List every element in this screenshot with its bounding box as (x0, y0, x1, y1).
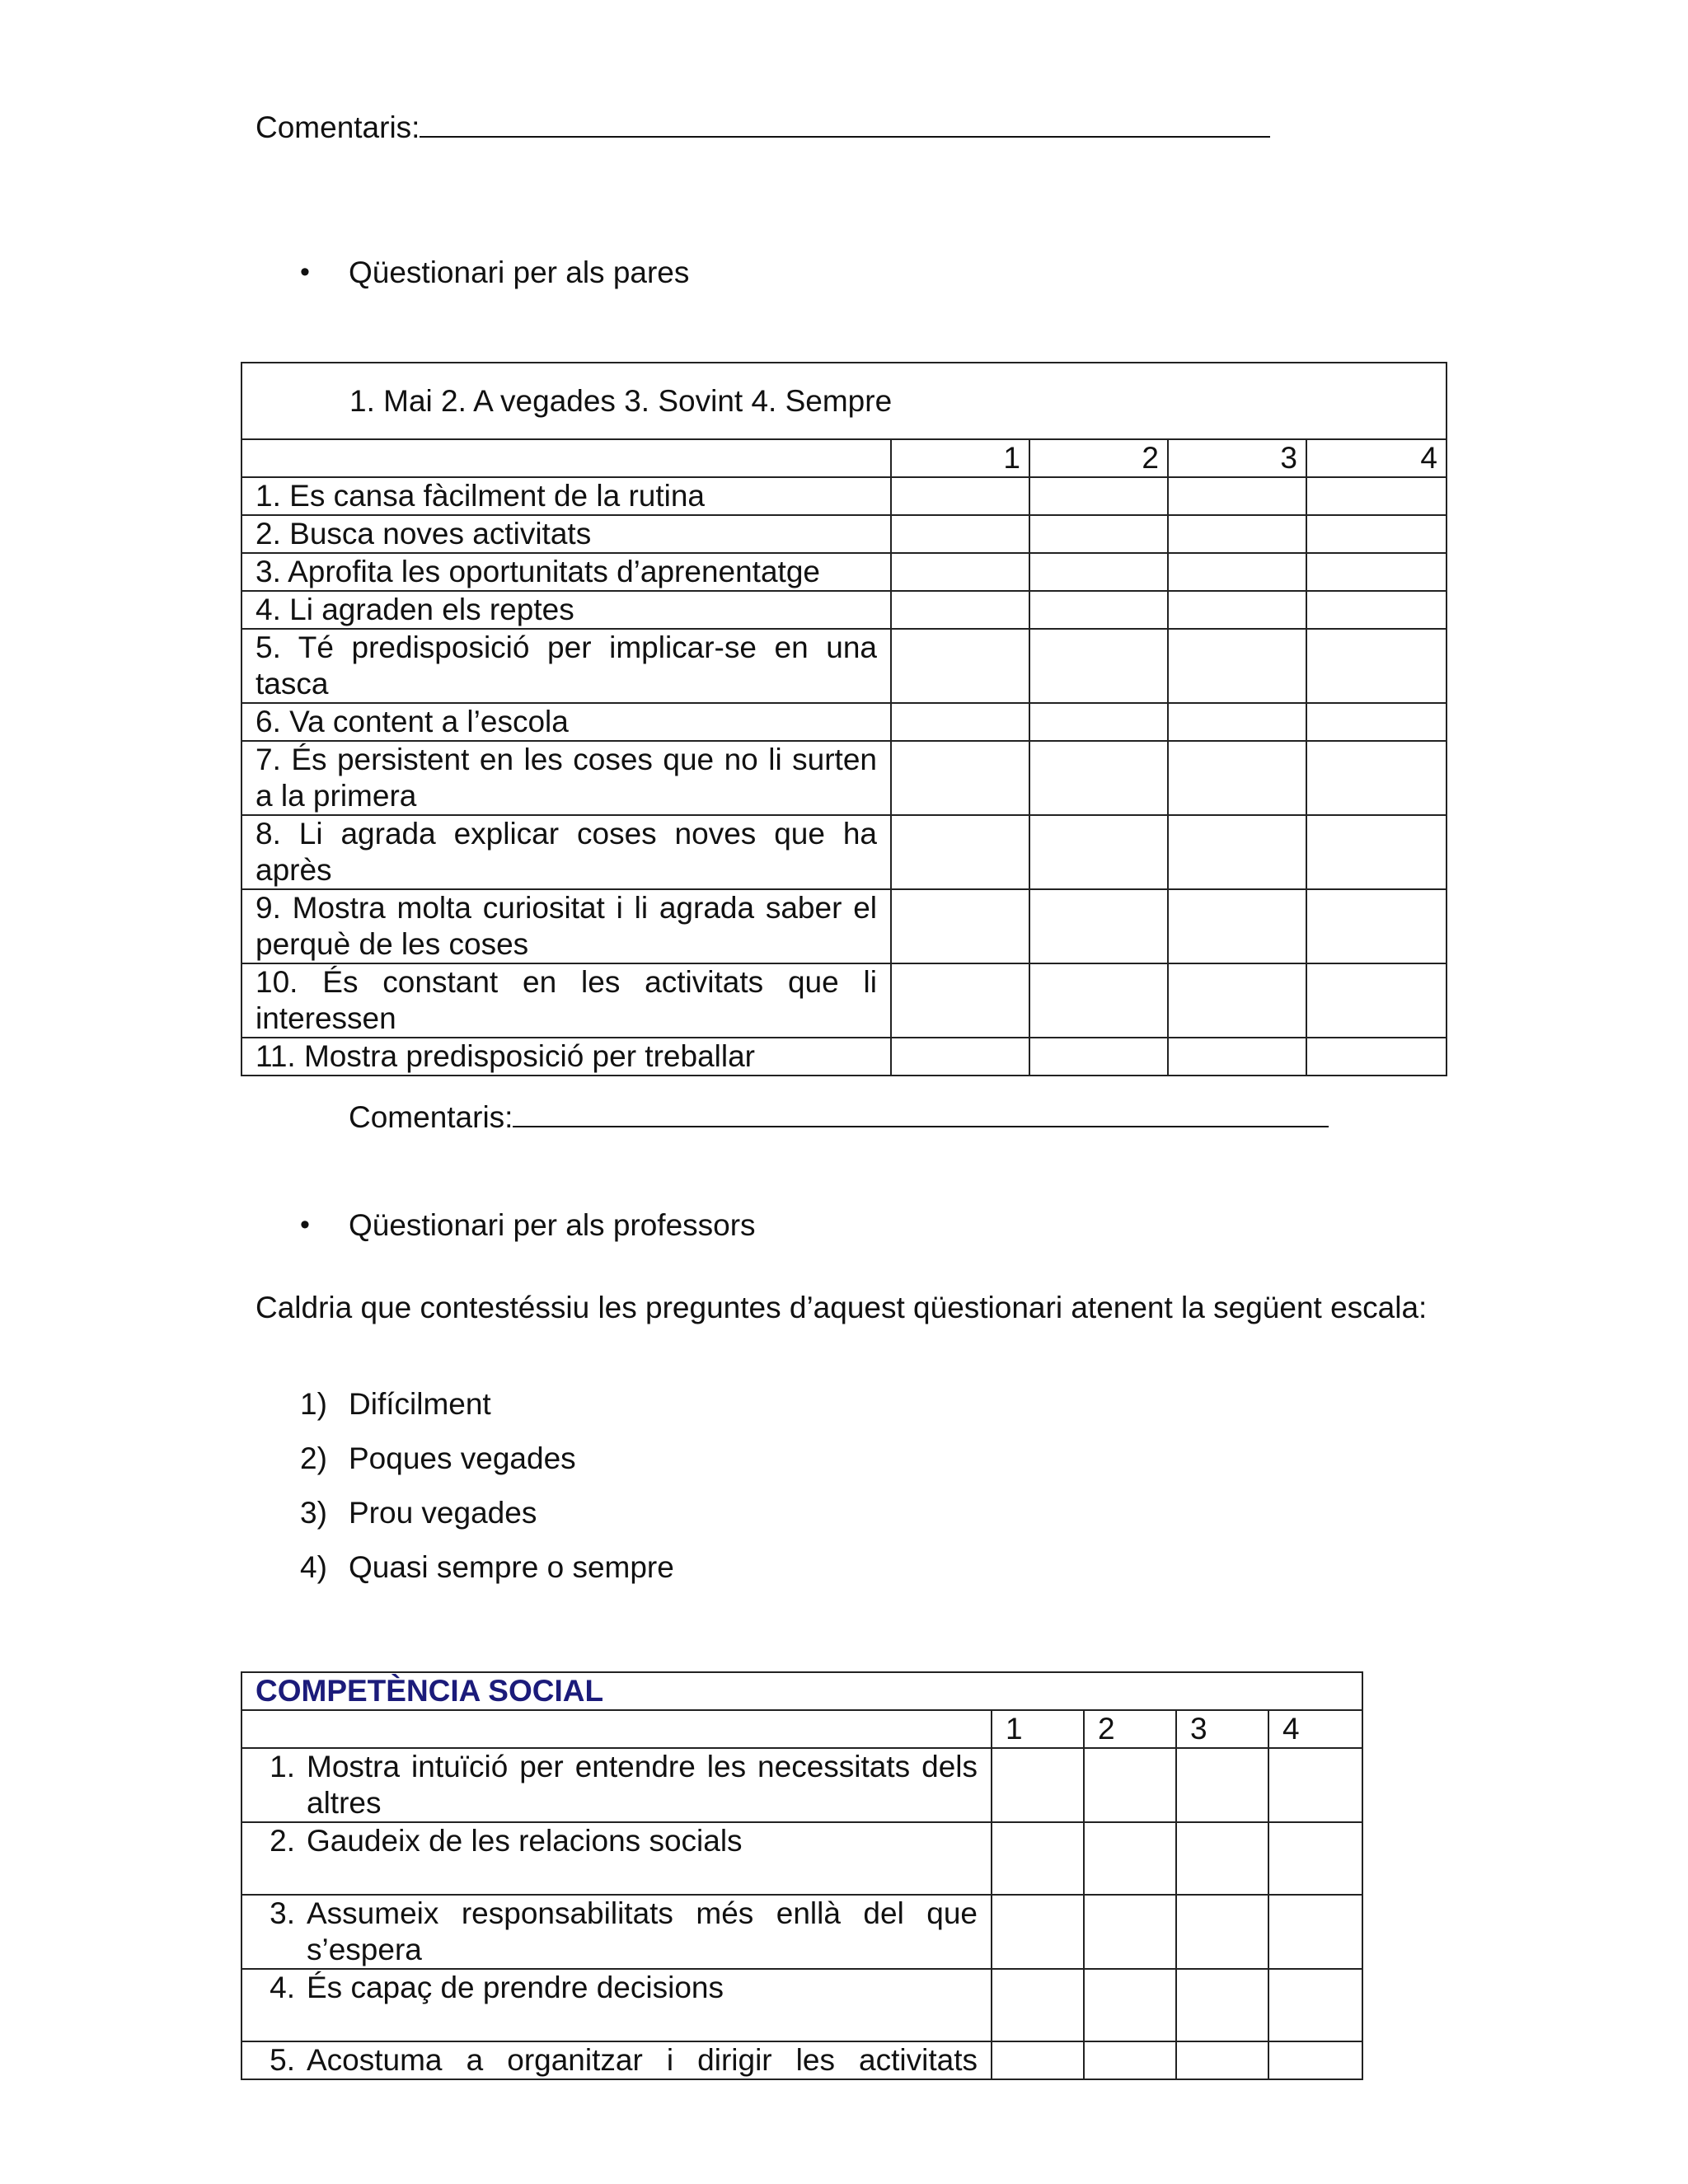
parents-scale-header: 1. Mai 2. A vegades 3. Sovint 4. Sempre (241, 363, 1447, 439)
answer-cell-1[interactable] (891, 741, 1029, 815)
answer-cell-2[interactable] (1084, 1895, 1176, 1969)
parents-col-4: 4 (1306, 439, 1447, 477)
answer-cell-4[interactable] (1268, 1969, 1362, 2041)
social-column-header-row (241, 1710, 1362, 1748)
answer-cell-4[interactable] (1306, 815, 1447, 889)
top-comment (256, 111, 1270, 143)
parents-table (241, 362, 1447, 1076)
scale-item (300, 1497, 537, 1528)
parents-item-text: 4. Li agraden els reptes (241, 591, 891, 629)
social-col-1: 1 (992, 1710, 1084, 1748)
social-competence-table (241, 1671, 1363, 2080)
parents-item-text: 8. Li agrada explicar coses noves que ha après (241, 815, 891, 889)
social-item (241, 1822, 992, 1895)
answer-cell-1[interactable] (992, 2041, 1084, 2079)
answer-cell-1[interactable] (891, 515, 1029, 553)
social-item-number: 2. (270, 1824, 295, 1858)
parents-col-1: 1 (891, 439, 1029, 477)
answer-cell-3[interactable] (1168, 889, 1306, 963)
teachers-section-title: Qüestionari per als professors (349, 1208, 756, 1242)
social-section-title: COMPETÈNCIA SOCIAL (241, 1672, 1362, 1710)
parents-item-text: 1. Es cansa fàcilment de la rutina (241, 477, 891, 515)
scale-item-number: 2) (300, 1441, 327, 1475)
answer-cell-3[interactable] (1168, 515, 1306, 553)
answer-cell-1[interactable] (891, 477, 1029, 515)
parents-item-text: 2. Busca noves activitats (241, 515, 891, 553)
answer-cell-3[interactable] (1176, 1895, 1268, 1969)
answer-cell-3[interactable] (1176, 2041, 1268, 2079)
answer-cell-3[interactable] (1168, 741, 1306, 815)
social-col-3: 3 (1176, 1710, 1268, 1748)
parents-item-row (241, 1038, 1447, 1076)
answer-cell-4[interactable] (1268, 1748, 1362, 1822)
answer-cell-1[interactable] (992, 1895, 1084, 1969)
answer-cell-3[interactable] (1168, 629, 1306, 703)
scale-item (300, 1443, 576, 1474)
answer-cell-1[interactable] (992, 1748, 1084, 1822)
parents-col-3: 3 (1168, 439, 1306, 477)
parents-item-row (241, 591, 1447, 629)
parents-item-row (241, 741, 1447, 815)
answer-cell-4[interactable] (1306, 515, 1447, 553)
answer-cell-2[interactable] (1029, 703, 1168, 741)
answer-cell-2[interactable] (1029, 1038, 1168, 1076)
answer-cell-3[interactable] (1168, 1038, 1306, 1076)
answer-cell-3[interactable] (1168, 703, 1306, 741)
parents-bullet: • (300, 256, 310, 288)
social-item-text: És capaç de prendre decisions (307, 1971, 724, 2004)
parents-item-row (241, 515, 1447, 553)
parents-item-text: 5. Té predisposició per implicar-se en una tasca (241, 629, 891, 703)
answer-cell-4[interactable] (1306, 553, 1447, 591)
social-col-2: 2 (1084, 1710, 1176, 1748)
parents-scale-row (241, 363, 1447, 439)
answer-cell-2[interactable] (1029, 741, 1168, 815)
social-item-text: Assumeix responsabilitats més enllà del que s’espera (307, 1896, 978, 1966)
answer-cell-2[interactable] (1029, 591, 1168, 629)
scale-item-number: 4) (300, 1550, 327, 1584)
answer-cell-1[interactable] (891, 1038, 1029, 1076)
scale-item-label: Prou vegades (349, 1496, 537, 1530)
top-comment-line[interactable] (420, 111, 1270, 138)
answer-cell-2[interactable] (1084, 1969, 1176, 2041)
answer-cell-3[interactable] (1168, 591, 1306, 629)
answer-cell-1[interactable] (891, 815, 1029, 889)
social-item (241, 1969, 992, 2041)
answer-cell-4[interactable] (1306, 477, 1447, 515)
social-item-text: Mostra intuïció per entendre les necessitats dels altres (307, 1750, 978, 1820)
answer-cell-1[interactable] (891, 703, 1029, 741)
answer-cell-2[interactable] (1029, 815, 1168, 889)
parents-item-row (241, 703, 1447, 741)
answer-cell-4[interactable] (1306, 703, 1447, 741)
parents-item-row (241, 477, 1447, 515)
parents-item-row (241, 889, 1447, 963)
scale-item (300, 1552, 674, 1582)
social-item (241, 1895, 992, 1969)
social-item-number: 3. (270, 1896, 295, 1930)
social-item-text: Acostuma a organitzar i dirigir les activitats (307, 2043, 978, 2077)
scale-item-number: 3) (300, 1496, 327, 1530)
social-item-row (241, 1748, 1362, 1822)
answer-cell-2[interactable] (1029, 553, 1168, 591)
parents-column-header-row (241, 439, 1447, 477)
teachers-bullet: • (300, 1209, 310, 1240)
answer-cell-2[interactable] (1084, 1822, 1176, 1895)
social-item (241, 2041, 992, 2079)
scale-item-number: 1) (300, 1387, 327, 1421)
parents-item-row (241, 553, 1447, 591)
parents-comment (349, 1101, 1329, 1132)
answer-cell-2[interactable] (1029, 477, 1168, 515)
answer-cell-1[interactable] (992, 1822, 1084, 1895)
parents-col-2: 2 (1029, 439, 1168, 477)
parents-item-text: 6. Va content a l’escola (241, 703, 891, 741)
social-item-row (241, 1895, 1362, 1969)
answer-cell-3[interactable] (1168, 815, 1306, 889)
answer-cell-1[interactable] (891, 629, 1029, 703)
social-item-number: 4. (270, 1971, 295, 2004)
parents-item-row (241, 963, 1447, 1038)
answer-cell-3[interactable] (1168, 477, 1306, 515)
answer-cell-4[interactable] (1268, 2041, 1362, 2079)
answer-cell-4[interactable] (1306, 591, 1447, 629)
answer-cell-4[interactable] (1268, 1822, 1362, 1895)
parents-comment-label: Comentaris: (349, 1100, 513, 1134)
answer-cell-4[interactable] (1306, 963, 1447, 1038)
social-title-row (241, 1672, 1362, 1710)
answer-cell-2[interactable] (1029, 889, 1168, 963)
parents-item-text: 9. Mostra molta curiositat i li agrada saber el perquè de les coses (241, 889, 891, 963)
answer-cell-2[interactable] (1084, 1748, 1176, 1822)
scale-item (300, 1389, 491, 1419)
social-item-row (241, 1969, 1362, 2041)
parents-header-blank (241, 439, 891, 477)
answer-cell-1[interactable] (891, 889, 1029, 963)
parents-item-text: 7. És persistent en les coses que no li surten a la primera (241, 741, 891, 815)
answer-cell-2[interactable] (1029, 629, 1168, 703)
social-item-number: 1. (270, 1750, 295, 1783)
social-item-text: Gaudeix de les relacions socials (307, 1824, 743, 1858)
top-comment-label: Comentaris: (256, 110, 420, 144)
answer-cell-2[interactable] (1029, 515, 1168, 553)
social-item-row (241, 1822, 1362, 1895)
parents-item-row (241, 629, 1447, 703)
social-item (241, 1748, 992, 1822)
social-item-row (241, 2041, 1362, 2079)
parents-item-text: 11. Mostra predisposició per treballar (241, 1038, 891, 1076)
answer-cell-4[interactable] (1306, 889, 1447, 963)
social-col-4: 4 (1268, 1710, 1362, 1748)
scale-item-label: Quasi sempre o sempre (349, 1550, 674, 1584)
answer-cell-2[interactable] (1029, 963, 1168, 1038)
social-item-number: 5. (270, 2043, 295, 2077)
answer-cell-4[interactable] (1306, 629, 1447, 703)
answer-cell-3[interactable] (1168, 553, 1306, 591)
parents-item-text: 10. És constant en les activitats que li interessen (241, 963, 891, 1038)
answer-cell-3[interactable] (1176, 1969, 1268, 2041)
answer-cell-2[interactable] (1084, 2041, 1176, 2079)
teachers-intro: Caldria que contestéssiu les preguntes d’aquest qüestionari atenent la següent escala: (256, 1291, 1428, 1324)
parents-item-row (241, 815, 1447, 889)
scale-item-label: Difícilment (349, 1387, 491, 1421)
parents-section-title: Qüestionari per als pares (349, 255, 690, 289)
answer-cell-3[interactable] (1176, 1822, 1268, 1895)
answer-cell-1[interactable] (891, 553, 1029, 591)
answer-cell-3[interactable] (1168, 963, 1306, 1038)
answer-cell-1[interactable] (891, 963, 1029, 1038)
answer-cell-4[interactable] (1306, 741, 1447, 815)
answer-cell-4[interactable] (1306, 1038, 1447, 1076)
answer-cell-3[interactable] (1176, 1748, 1268, 1822)
answer-cell-4[interactable] (1268, 1895, 1362, 1969)
scale-item-label: Poques vegades (349, 1441, 576, 1475)
parents-item-text: 3. Aprofita les oportunitats d’aprenentatge (241, 553, 891, 591)
social-header-blank (241, 1710, 992, 1748)
answer-cell-1[interactable] (891, 591, 1029, 629)
parents-comment-line[interactable] (513, 1101, 1329, 1127)
answer-cell-1[interactable] (992, 1969, 1084, 2041)
